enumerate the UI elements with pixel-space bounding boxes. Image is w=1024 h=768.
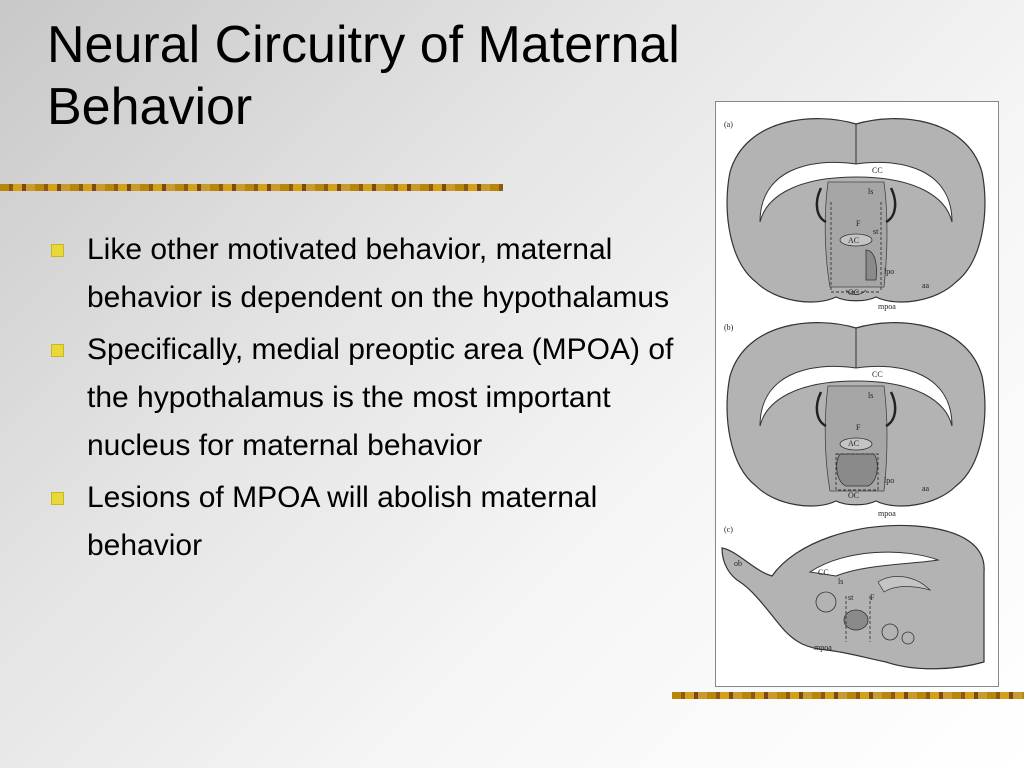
panel-label-c: (c) [724, 525, 733, 534]
brain-diagram [716, 102, 998, 686]
label-ls-a: ls [868, 187, 874, 196]
label-cc-b: CC [872, 370, 883, 379]
label-oc-b: OC [848, 491, 860, 500]
label-lpo-b: lpo [884, 476, 895, 485]
label-st-c: st [848, 593, 854, 602]
label-ob-c: ob [734, 559, 742, 568]
square-bullet-icon [51, 492, 64, 505]
bullet-item [47, 226, 677, 322]
panel-label-a: (a) [724, 120, 733, 129]
bullet-item [47, 326, 677, 470]
label-mpoa-b: mpoa [878, 509, 896, 518]
label-mpoa-c: mpoa [814, 643, 832, 652]
label-cc-c: CC [818, 568, 829, 577]
label-oc-a: OC [848, 288, 860, 297]
bullet-text: Specifically, medial preoptic area (MPOA) of the hypothalamus is the most important nucleus for maternal behavior [87, 333, 674, 462]
figure-divider [672, 692, 1024, 699]
label-f-a: F [856, 219, 861, 228]
bullet-text: Lesions of MPOA will abolish maternal behavior [87, 481, 598, 562]
label-ac-a: AC [848, 236, 860, 245]
panel-label-b: (b) [724, 323, 734, 332]
bullet-text: Like other motivated behavior, maternal behavior is dependent on the hypothalamus [87, 233, 670, 314]
label-f-b: F [856, 423, 861, 432]
label-lpo-a: lpo [884, 267, 895, 276]
label-ls-c: ls [838, 577, 844, 586]
label-ac-b: AC [848, 439, 860, 448]
slide-title: Neural Circuitry of Maternal Behavior [47, 16, 680, 136]
brain-figure [715, 101, 999, 687]
square-bullet-icon [51, 244, 64, 257]
label-cc-a: CC [872, 166, 883, 175]
label-f-c: F [870, 593, 875, 602]
square-bullet-icon [51, 344, 64, 357]
coronal-section-b [727, 323, 985, 506]
title-divider [0, 184, 503, 191]
bullet-item [47, 474, 677, 570]
label-mpoa-a: mpoa [878, 302, 896, 311]
label-aa-a: aa [922, 281, 930, 290]
coronal-section-a [727, 119, 985, 302]
bullet-list [47, 226, 677, 574]
label-ls-b: ls [868, 391, 874, 400]
label-aa-b: aa [922, 484, 930, 493]
label-st-a: st [873, 227, 879, 236]
